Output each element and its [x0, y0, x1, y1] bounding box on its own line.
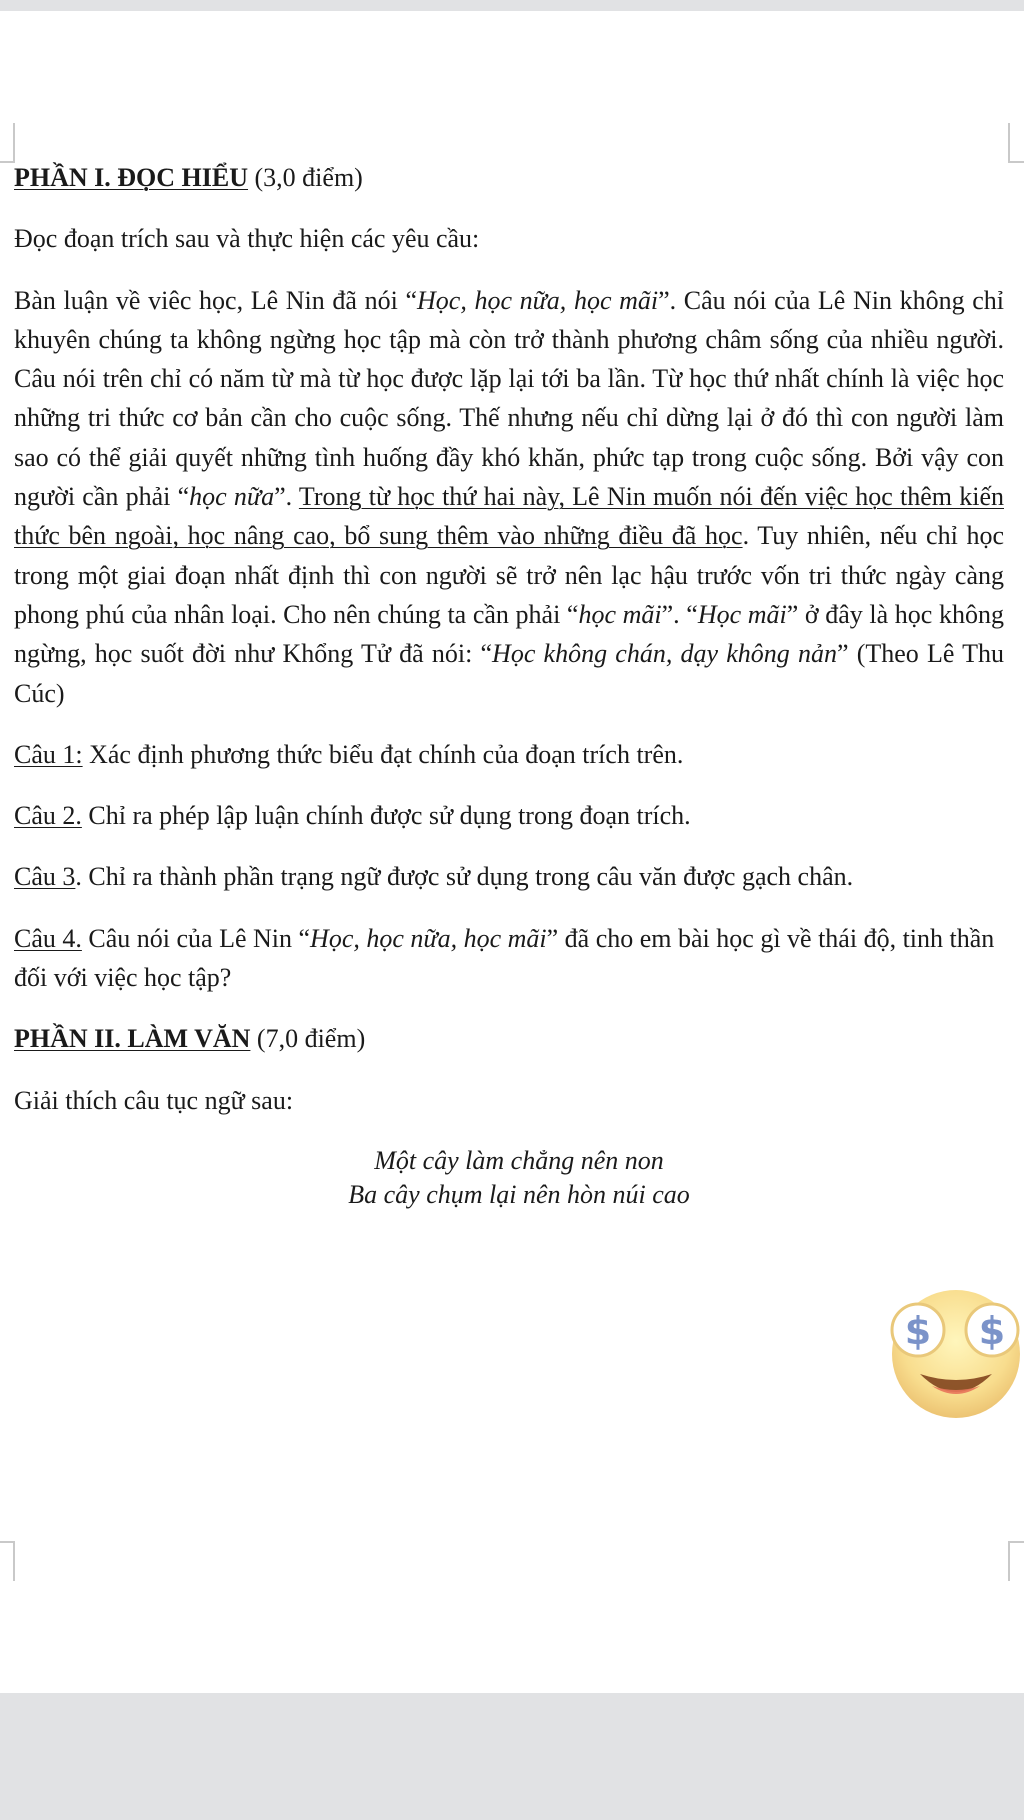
passage-quote: học nữa [189, 482, 275, 512]
part1-points: (3,0 điểm) [254, 163, 363, 192]
part1-heading: PHẦN I. ĐỌC HIỂU [14, 163, 249, 192]
page-corner-mark-top-left [12, 123, 15, 163]
page-corner-mark-top-right [1008, 123, 1024, 163]
part2-title [14, 1019, 1004, 1058]
question-1 [14, 735, 1004, 774]
question-label: Câu 4. [14, 923, 82, 953]
part1-title [14, 158, 1004, 197]
question-3 [14, 857, 1004, 896]
money-eyes-emoji-icon[interactable] [884, 1282, 1024, 1422]
question-4 [14, 919, 1004, 998]
question-label: Câu 3 [14, 862, 76, 892]
emoji-left-dollar: $ [904, 1309, 932, 1353]
passage-text: ”. Câu nói của Lê Nin không chỉ khuyên chúng ta không ngừng học tập mà còn trở thành phương châm sống của nhiều người. Câu nói trên chỉ có năm từ mà từ học được lặp lại tới ba lần. Từ học thứ nhất chính là việc học những tri thức cơ bản cần cho cuộc sống. Thế nhưng nếu chỉ dừng lại ở đó thì con người làm sao có thể giải quyết những tình huống đầy khó khăn, phức tạp trong cuộc sống. Bởi vậy con người cần phải “ [14, 285, 1004, 512]
question-text: ” đã cho em bài học gì về thái độ, tinh thần đối với việc học tập? [14, 923, 995, 993]
question-text: . Chỉ ra thành phần trạng ngữ được sử dụng trong câu văn được gạch chân. [75, 862, 854, 892]
passage-quote: Học không chán, dạy không nản [492, 639, 837, 669]
passage-text: ” ở đây là học không ngừng, học suốt đời như Khổng Tử đã nói: “ [14, 599, 1004, 669]
passage-text: . Tuy nhiên, nếu chỉ học trong một giai đoạn nhất định thì con người sẽ trở nên lạc hậu trước vốn tri thức ngày càng phong phú của nhân loại. Cho nên chúng ta cần phải “ [14, 521, 1004, 629]
question-label: Câu 2. [14, 801, 82, 831]
page-corner-mark-bottom-right [1008, 1541, 1024, 1581]
reading-passage [14, 281, 1004, 713]
passage-text: ”. [274, 482, 299, 512]
part2-instruction: Giải thích câu tục ngữ sau: [14, 1085, 294, 1115]
question-text: Câu nói của Lê Nin “ [81, 923, 311, 953]
proverb-line-2: Ba cây chụm lại nên hòn núi cao [348, 1179, 690, 1209]
part2-points: (7,0 điểm) [256, 1024, 366, 1054]
question-quote: Học, học nữa, học mãi [310, 923, 547, 953]
emoji-graphic [884, 1282, 1024, 1422]
part1-instruction: Đọc đoạn trích sau và thực hiện các yêu cầu: [14, 224, 480, 254]
question-label: Câu 1: [14, 739, 83, 769]
question-text: Chỉ ra phép lập luận chính được sử dụng trong đoạn trích. [81, 801, 691, 831]
underlined-sentence: Trong từ học thứ hai này, Lê Nin muốn nói đến việc học thêm kiến thức bên ngoài, học nâng cao, bổ sung thêm vào những điều đã học [14, 482, 1004, 551]
passage-quote: Học, học nữa, học mãi [417, 285, 659, 315]
question-2 [14, 796, 1004, 835]
passage-quote: học mãi [578, 599, 662, 629]
part2-heading: PHẦN II. LÀM VĂN [14, 1024, 251, 1054]
page-corner-mark-bottom-left [12, 1541, 15, 1581]
document-content [14, 158, 1004, 1212]
passage-quote: Học mãi [697, 599, 787, 629]
proverb-line-1: Một cây làm chẳng nên non [374, 1145, 664, 1175]
emoji-right-dollar: $ [978, 1309, 1006, 1353]
passage-text: Bàn luận về viêc học, Lê Nin đã nói “ [14, 285, 417, 315]
question-text: Xác định phương thức biểu đạt chính của đoạn trích trên. [82, 739, 684, 769]
passage-text: ”. “ [661, 599, 698, 629]
passage-source: ” (Theo Lê Thu Cúc) [14, 639, 1004, 708]
proverb [14, 1144, 1004, 1212]
